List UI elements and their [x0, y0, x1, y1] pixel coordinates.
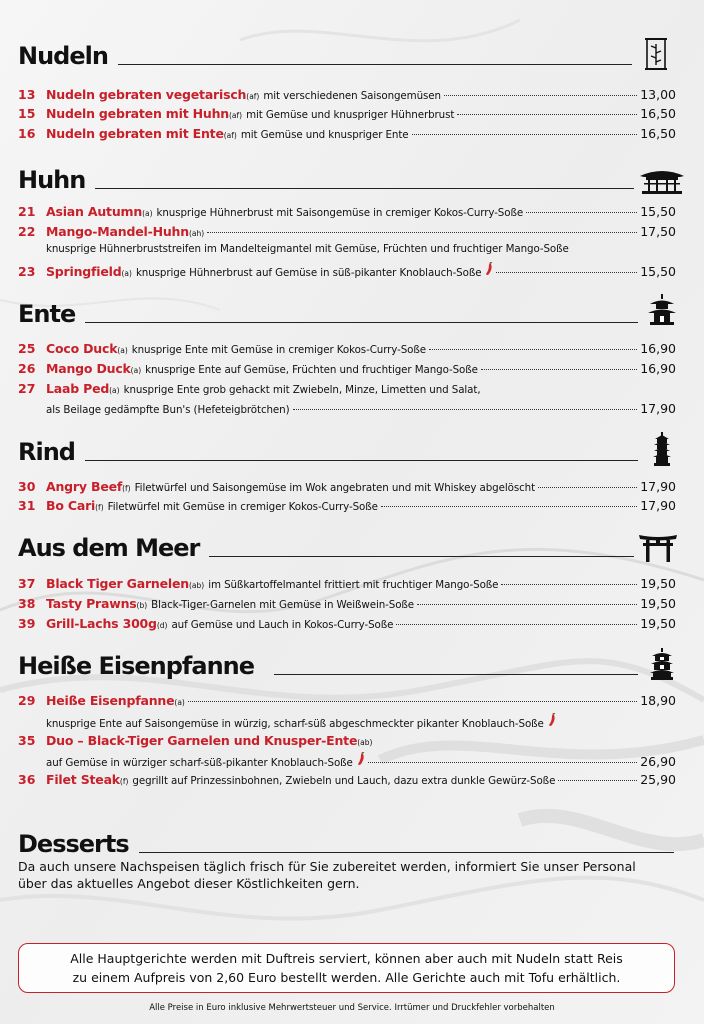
tall-pagoda-icon: [642, 432, 682, 466]
leader-dots: [396, 624, 637, 625]
menu-item: [18, 498, 676, 518]
leader-dots: [526, 212, 637, 213]
allergen-code: (ab): [357, 738, 373, 747]
chili-icon: [485, 262, 493, 279]
item-name: Coco Duck: [46, 341, 118, 356]
allergen-code: (af): [223, 131, 237, 140]
section-header-nudeln: [18, 34, 676, 70]
menu-item: [18, 106, 676, 126]
item-description: mit verschiedenen Saisongemüsen: [263, 90, 441, 102]
torii-gate-icon: [638, 528, 678, 562]
allergen-code: (b): [136, 601, 148, 610]
section-title: Nudeln: [18, 42, 108, 70]
leader-dots: [188, 701, 637, 702]
item-description: knusprige Ente grob gehackt mit Zwiebeln, Minze, Limetten und Salat,: [123, 384, 481, 396]
item-description: knusprige Ente mit Gemüse in cremiger Kokos-Curry-Soße: [131, 344, 426, 356]
item-name: Laab Ped: [46, 381, 110, 396]
leader-dots: [417, 604, 637, 605]
menu-item: [18, 616, 676, 636]
allergen-code: (a): [142, 209, 153, 218]
menu-item: [18, 381, 676, 401]
item-number: 16: [18, 126, 36, 141]
item-description: auf Gemüse und Lauch in Kokos-Curry-Soße: [171, 619, 394, 631]
leader-dots: [457, 114, 637, 115]
menu-item: [18, 341, 676, 361]
section-rule: [118, 64, 632, 65]
leader-dots: [501, 584, 637, 585]
section-rule: [274, 674, 638, 675]
item-number: 30: [18, 479, 36, 494]
item-price: 16,90: [640, 361, 676, 376]
item-number: 31: [18, 498, 36, 513]
item-name: Bo Cari: [46, 498, 96, 513]
item-price: 13,00: [640, 87, 676, 102]
leader-dots: [444, 95, 637, 96]
bamboo-scroll-icon: [636, 36, 676, 70]
item-name: Grill-Lachs 300g: [46, 616, 157, 631]
notice-line: Alle Hauptgerichte werden mit Duftreis serviert, können aber auch mit Nudeln statt Reis: [70, 951, 623, 966]
menu-item-detail: [18, 401, 676, 421]
item-price: 17,90: [640, 498, 676, 513]
item-name: Mango-Mandel-Huhn: [46, 224, 189, 239]
section-title: Desserts: [18, 830, 129, 858]
item-number: 35: [18, 733, 36, 748]
leader-dots: [496, 272, 637, 273]
price-disclaimer: Alle Preise in Euro inklusive Mehrwertsteuer und Service. Irrtümer und Druckfehler vorbehalten: [149, 1003, 555, 1013]
section-title: Rind: [18, 438, 75, 466]
item-number: 37: [18, 576, 36, 591]
section-header-desserts: [18, 822, 678, 858]
item-price: 16,90: [640, 341, 676, 356]
section-rule: [209, 556, 634, 557]
item-description: im Süßkartoffelmantel frittiert mit fruchtiger Mango-Soße: [208, 579, 499, 591]
item-number: 21: [18, 204, 36, 219]
menu-item: [18, 224, 676, 244]
item-description: gegrillt auf Prinzessinbohnen, Zwiebeln und Lauch, dazu extra dunkle Gewürz-Soße: [132, 775, 556, 787]
item-number: 25: [18, 341, 36, 356]
chili-icon: [357, 752, 365, 769]
section-rule: [85, 322, 638, 323]
item-number: 39: [18, 616, 36, 631]
allergen-code: (af): [246, 92, 260, 101]
leader-dots: [412, 134, 638, 135]
section-title: Huhn: [18, 166, 86, 194]
item-number: 15: [18, 106, 36, 121]
item-number: 38: [18, 596, 36, 611]
leader-dots: [381, 506, 637, 507]
section-rule: [95, 188, 634, 189]
item-name: Springfield: [46, 264, 122, 279]
section-title: Aus dem Meer: [18, 534, 200, 562]
menu-item: [18, 596, 676, 616]
item-name: Duo – Black-Tiger Garnelen und Knusper-Ente: [46, 733, 358, 748]
section-header-meer: [18, 526, 678, 562]
allergen-code: (ah): [188, 229, 205, 238]
item-description: als Beilage gedämpfte Bun's (Hefeteigbrötchen): [46, 404, 290, 416]
section-header-huhn: [18, 158, 686, 194]
item-name: Tasty Prawns: [46, 596, 137, 611]
item-name: Filet Steak: [46, 772, 120, 787]
chili-icon: [548, 713, 556, 730]
leader-dots: [207, 232, 637, 233]
menu-item: [18, 87, 676, 107]
menu-item: [18, 772, 676, 792]
menu-item-detail: [18, 713, 676, 733]
item-price: 19,50: [640, 596, 676, 611]
section-title: Heiße Eisenpfanne: [18, 652, 255, 680]
item-name: Asian Autumn: [46, 204, 143, 219]
item-description: knusprige Hühnerbruststreifen im Mandelteigmantel mit Gemüse, Früchten und fruchtiger Mango-Soße: [46, 243, 569, 255]
serving-notice-box: [18, 943, 675, 993]
item-number: 26: [18, 361, 36, 376]
leader-dots: [558, 780, 637, 781]
allergen-code: (ab): [188, 581, 205, 590]
item-price: 15,50: [640, 204, 676, 219]
item-price: 19,50: [640, 616, 676, 631]
item-description: mit Gemüse und knuspriger Hühnerbrust: [246, 109, 455, 121]
item-description: mit Gemüse und knuspriger Ente: [240, 129, 409, 141]
menu-item: [18, 733, 676, 753]
leader-dots: [429, 349, 637, 350]
allergen-code: (f): [122, 484, 131, 493]
item-number: 23: [18, 264, 36, 279]
item-name: Nudeln gebraten mit Ente: [46, 126, 224, 141]
menu-item: [18, 262, 676, 282]
section-header-eisenpfanne: [18, 644, 682, 680]
item-name: Black Tiger Garnelen: [46, 576, 189, 591]
item-name: Nudeln gebraten vegetarisch: [46, 87, 247, 102]
allergen-code: (a): [109, 386, 120, 395]
pagoda-icon: [642, 294, 682, 328]
item-description: Filetwürfel und Saisongemüse im Wok angebraten und mit Whiskey abgelöscht: [134, 482, 536, 494]
item-description: Black-Tiger-Garnelen mit Gemüse in Weißwein-Soße: [151, 599, 415, 611]
allergen-code: (a): [121, 269, 132, 278]
menu-item: [18, 126, 676, 146]
item-price: 25,90: [640, 772, 676, 787]
item-price: 17,90: [640, 479, 676, 494]
allergen-code: (af): [229, 111, 243, 120]
menu-item: [18, 479, 676, 499]
item-price: 17,50: [640, 224, 676, 239]
section-title: Ente: [18, 300, 76, 328]
item-number: 36: [18, 772, 36, 787]
item-description: knusprige Ente auf Gemüse, Früchten und fruchtiger Mango-Soße: [145, 364, 478, 376]
allergen-code: (d): [156, 621, 168, 630]
item-number: 29: [18, 693, 36, 708]
leader-dots: [368, 762, 637, 763]
section-rule: [85, 460, 638, 461]
item-number: 27: [18, 381, 36, 396]
tiered-pagoda-icon: [642, 646, 682, 680]
leader-dots: [538, 487, 637, 488]
item-description: knusprige Hühnerbrust mit Saisongemüse in cremiger Kokos-Curry-Soße: [156, 207, 524, 219]
item-price: 16,50: [640, 126, 676, 141]
allergen-code: (a): [130, 366, 142, 375]
item-number: 13: [18, 87, 36, 102]
item-name: Mango Duck: [46, 361, 131, 376]
allergen-code: (f): [119, 777, 129, 786]
allergen-code: (a): [174, 698, 185, 707]
item-number: 22: [18, 224, 36, 239]
menu-item-detail: [18, 752, 676, 772]
menu-item: [18, 693, 676, 713]
item-description: Filetwürfel mit Gemüse in cremiger Kokos-Curry-Soße: [107, 501, 378, 513]
notice-line: zu einem Aufpreis von 2,60 Euro bestellt werden. Alle Gerichte auch mit Tofu erhältlich.: [72, 970, 621, 985]
menu-item-detail: [18, 243, 676, 263]
item-price: 18,90: [640, 693, 676, 708]
item-price: 19,50: [640, 576, 676, 591]
leader-dots: [481, 369, 637, 370]
desserts-description: Da auch unsere Nachspeisen täglich frisch für Sie zubereitet werden, informiert Sie unser Personal über das aktuelles Angebot dieser Köstlichkeiten gern.: [18, 859, 636, 891]
menu-item: [18, 576, 676, 596]
menu-item: [18, 204, 676, 224]
item-description: knusprige Hühnerbrust auf Gemüse in süß-pikanter Knoblauch-Soße: [135, 267, 482, 279]
item-description: auf Gemüse in würziger scharf-süß-pikanter Knoblauch-Soße: [46, 757, 353, 769]
menu-item: [18, 361, 676, 381]
section-rule: [139, 852, 674, 853]
leader-dots: [293, 409, 638, 410]
allergen-code: (f): [95, 503, 104, 512]
item-name: Heiße Eisenpfanne: [46, 693, 175, 708]
item-price: 17,90: [640, 401, 676, 416]
item-name: Nudeln gebraten mit Huhn: [46, 106, 229, 121]
item-price: 15,50: [640, 264, 676, 279]
section-header-ente: [18, 292, 682, 328]
item-price: 26,90: [640, 754, 676, 769]
item-price: 16,50: [640, 106, 676, 121]
item-name: Angry Beef: [46, 479, 123, 494]
allergen-code: (a): [117, 346, 128, 355]
section-header-rind: [18, 430, 682, 466]
pavilion-icon: [638, 160, 686, 194]
item-description: knusprige Ente auf Saisongemüse in würzig, scharf-süß abgeschmeckter pikanter Knoblauch-Soße: [46, 718, 544, 730]
